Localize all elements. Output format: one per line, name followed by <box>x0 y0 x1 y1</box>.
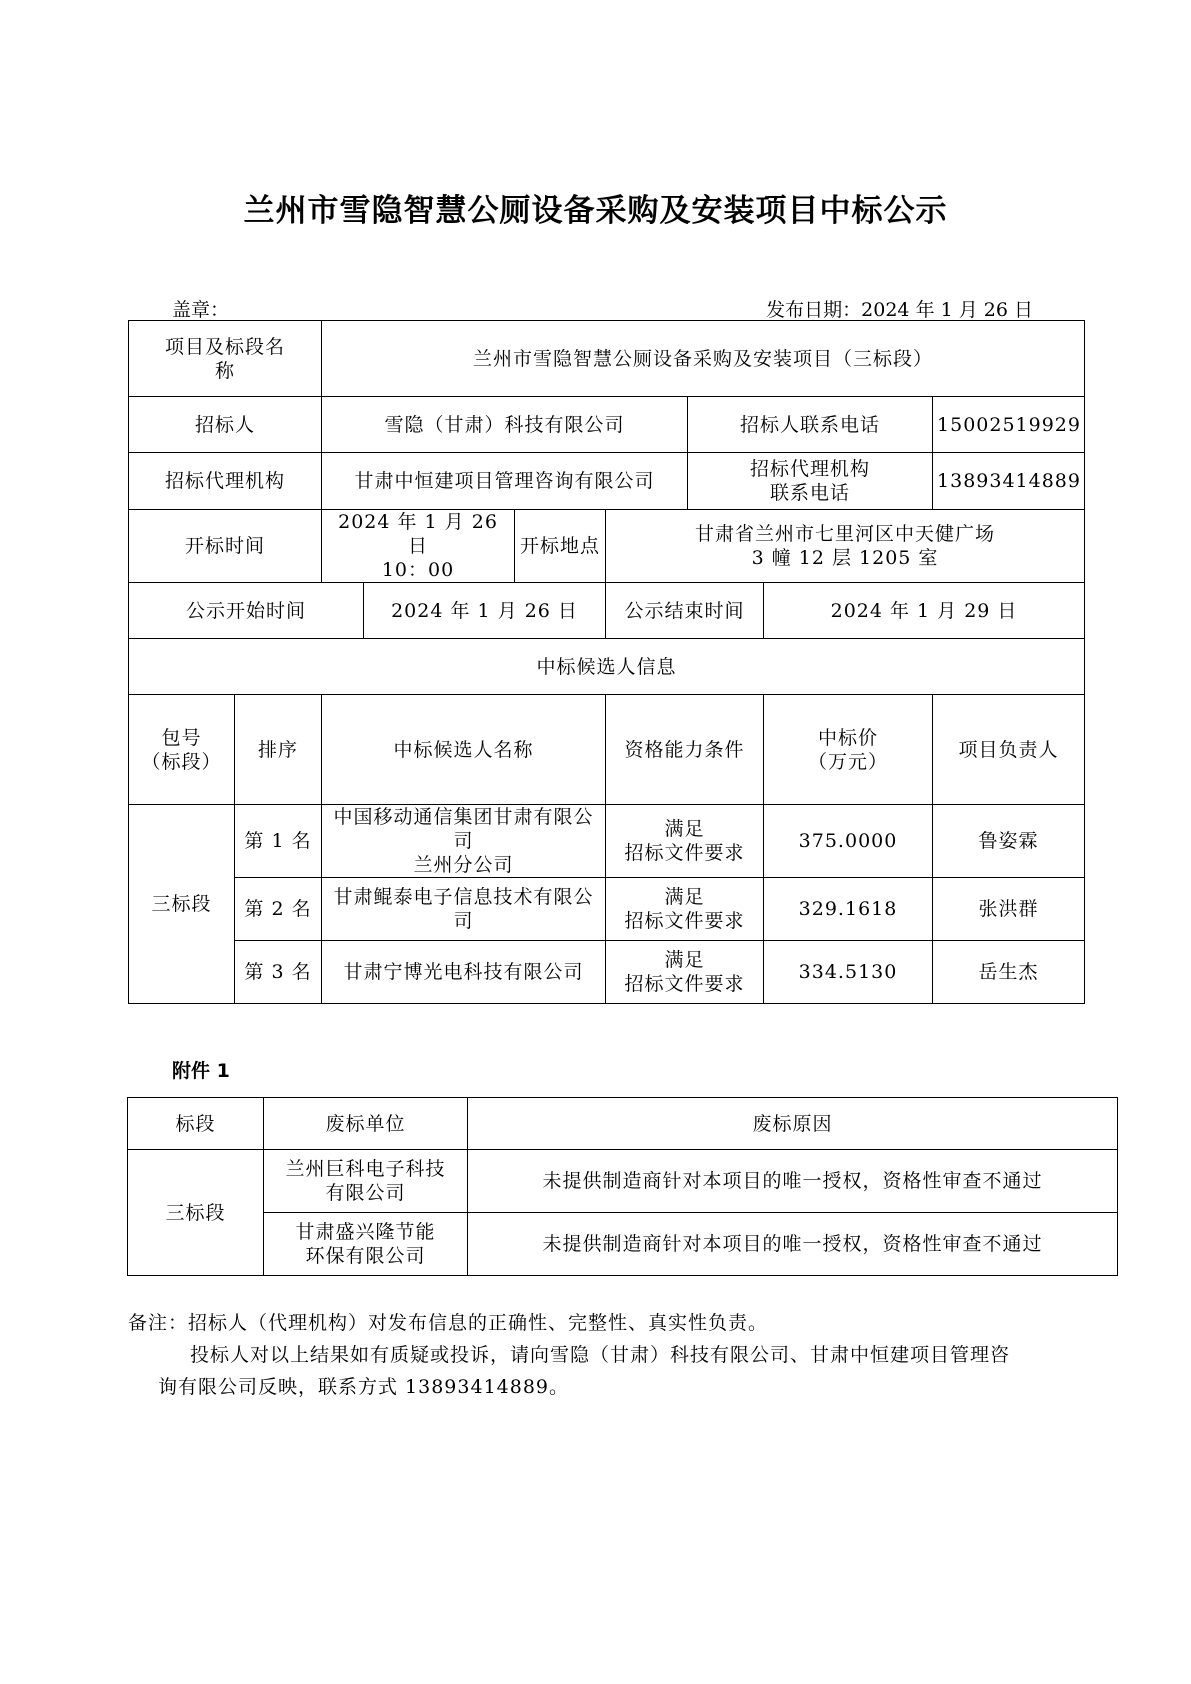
tenderer-phone: 15002519929 <box>933 397 1085 453</box>
tenderer-value: 雪隐（甘肃）科技有限公司 <box>322 397 688 453</box>
candidate-name-cell: 甘肃鲲泰电子信息技术有限公司 <box>322 878 606 941</box>
agency-row <box>129 453 1085 510</box>
header-qualification: 资格能力条件 <box>606 695 764 805</box>
header-package: 包号 （标段） <box>129 695 235 805</box>
candidates-header-row <box>129 695 1085 805</box>
package-cell: 三标段 <box>129 805 235 1004</box>
open-time-label: 开标时间 <box>129 510 322 583</box>
note-line-1: 备注：招标人（代理机构）对发布信息的正确性、完整性、真实性负责。 <box>128 1312 769 1334</box>
annex-unit-cell: 兰州巨科电子科技 有限公司 <box>264 1150 468 1213</box>
notice-end-label: 公示结束时间 <box>606 583 764 639</box>
publish-date: 发布日期：2024 年 1 月 26 日 <box>766 299 1033 321</box>
notice-period-row <box>129 583 1085 639</box>
price-cell: 334.5130 <box>764 941 933 1004</box>
header-manager: 项目负责人 <box>933 695 1085 805</box>
annex-reason-cell: 未提供制造商针对本项目的唯一授权，资格性审查不通过 <box>468 1150 1118 1213</box>
agency-phone-label: 招标代理机构 联系电话 <box>688 453 933 510</box>
project-name-row <box>129 321 1085 397</box>
agency-label: 招标代理机构 <box>129 453 322 510</box>
rank-cell: 第 2 名 <box>235 878 322 941</box>
note-line-3: 询有限公司反映，联系方式 13893414889。 <box>158 1376 570 1398</box>
note-line-2: 投标人对以上结果如有质疑或投诉，请向雪隐（甘肃）科技有限公司、甘肃中恒建项目管理咨 <box>190 1344 1011 1366</box>
annex-section-cell: 三标段 <box>128 1150 264 1276</box>
agency-value: 甘肃中恒建项目管理咨询有限公司 <box>322 453 688 510</box>
table-row <box>128 1150 1118 1213</box>
rank-cell: 第 1 名 <box>235 805 322 878</box>
qualification-cell: 满足 招标文件要求 <box>606 805 764 878</box>
header-price: 中标价 （万元） <box>764 695 933 805</box>
header-rank: 排序 <box>235 695 322 805</box>
header-candidate-name: 中标候选人名称 <box>322 695 606 805</box>
candidates-section-row <box>129 639 1085 695</box>
annex-header-row <box>128 1098 1118 1150</box>
tenderer-phone-label: 招标人联系电话 <box>688 397 933 453</box>
candidate-name-cell: 中国移动通信集团甘肃有限公司 兰州分公司 <box>322 805 606 878</box>
tenderer-label: 招标人 <box>129 397 322 453</box>
table-row <box>129 805 1085 878</box>
price-cell: 329.1618 <box>764 878 933 941</box>
notice-start-label: 公示开始时间 <box>129 583 364 639</box>
notice-end-value: 2024 年 1 月 29 日 <box>764 583 1085 639</box>
open-place-value: 甘肃省兰州市七里河区中天健广场 3 幢 12 层 1205 室 <box>606 510 1085 583</box>
page-title: 兰州市雪隐智慧公厕设备采购及安装项目中标公示 <box>243 193 948 229</box>
manager-cell: 鲁姿霖 <box>933 805 1085 878</box>
annex-table <box>127 1097 1118 1276</box>
tenderer-row <box>129 397 1085 453</box>
candidates-section-title: 中标候选人信息 <box>129 639 1085 695</box>
agency-phone: 13893414889 <box>933 453 1085 510</box>
qualification-cell: 满足 招标文件要求 <box>606 878 764 941</box>
annex-reason-cell: 未提供制造商针对本项目的唯一授权，资格性审查不通过 <box>468 1213 1118 1276</box>
annex-header-section: 标段 <box>128 1098 264 1150</box>
rank-cell: 第 3 名 <box>235 941 322 1004</box>
price-cell: 375.0000 <box>764 805 933 878</box>
manager-cell: 岳生杰 <box>933 941 1085 1004</box>
opening-row <box>129 510 1085 583</box>
bid-info-table <box>128 320 1085 1004</box>
qualification-cell: 满足 招标文件要求 <box>606 941 764 1004</box>
table-row <box>128 1213 1118 1276</box>
notice-start-value: 2024 年 1 月 26 日 <box>364 583 606 639</box>
annex-title: 附件 1 <box>172 1060 230 1082</box>
project-name-value: 兰州市雪隐智慧公厕设备采购及安装项目（三标段） <box>322 321 1085 397</box>
annex-header-unit: 废标单位 <box>264 1098 468 1150</box>
open-time-value: 2024 年 1 月 26 日 10：00 <box>322 510 515 583</box>
seal-label: 盖章： <box>172 299 230 321</box>
open-place-label: 开标地点 <box>515 510 606 583</box>
annex-unit-cell: 甘肃盛兴隆节能 环保有限公司 <box>264 1213 468 1276</box>
project-name-label: 项目及标段名 称 <box>129 321 322 397</box>
annex-header-reason: 废标原因 <box>468 1098 1118 1150</box>
candidate-name-cell: 甘肃宁博光电科技有限公司 <box>322 941 606 1004</box>
manager-cell: 张洪群 <box>933 878 1085 941</box>
table-row <box>129 941 1085 1004</box>
table-row <box>129 878 1085 941</box>
